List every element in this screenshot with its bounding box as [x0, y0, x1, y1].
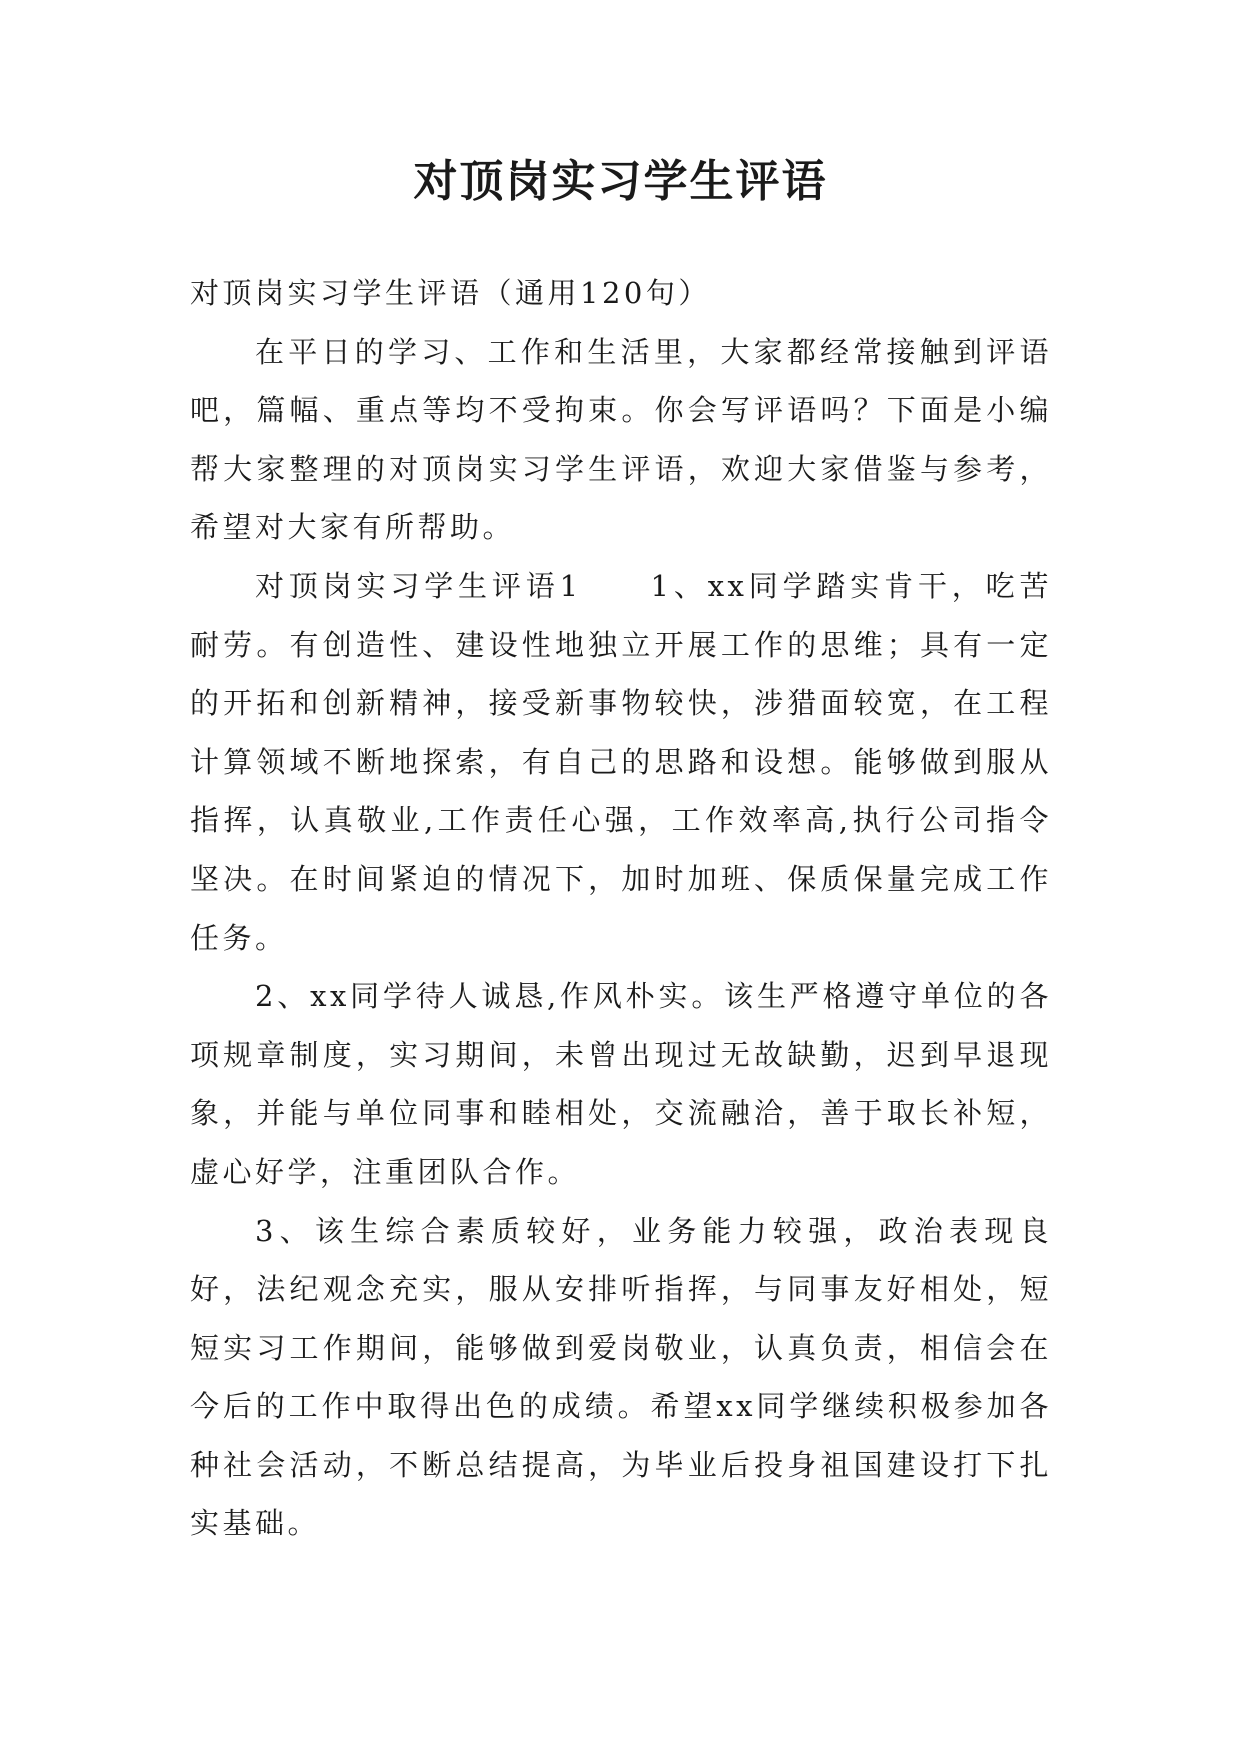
intro-paragraph: 在平日的学习、工作和生活里，大家都经常接触到评语吧，篇幅、重点等均不受拘束。你会写评语吗？下面是小编帮大家整理的对顶岗实习学生评语，欢迎大家借鉴与参考，希望对大家有所帮助。 — [190, 334, 1052, 545]
document-body — [190, 264, 1052, 1553]
comment-paragraph-1: 对顶岗实习学生评语1 1、xx同学踏实肯干，吃苦耐劳。有创造性、建设性地独立开展工作的思维；具有一定的开拓和创新精神，接受新事物较快，涉猎面较宽，在工程计算领域不断地探索，有自己的思路和设想。能够做到服从指挥，认真敬业,工作责任心强，工作效率高,执行公司指令坚决。在时间紧迫的情况下，加时加班、保质保量完成工作任务。 — [190, 568, 1052, 955]
comment-paragraph-3: 3、该生综合素质较好，业务能力较强，政治表现良好，法纪观念充实，服从安排听指挥，与同事友好相处，短短实习工作期间，能够做到爱岗敬业，认真负责，相信会在今后的工作中取得出色的成绩。希望xx同学继续积极参加各种社会活动，不断总结提高，为毕业后投身祖国建设打下扎实基础。 — [190, 1213, 1052, 1541]
document-title: 对顶岗实习学生评语 — [413, 156, 828, 207]
comment-paragraph-2: 2、xx同学待人诚恳,作风朴实。该生严格遵守单位的各项规章制度，实习期间，未曾出现过无故缺勤，迟到早退现象，并能与单位同事和睦相处，交流融洽，善于取长补短，虚心好学，注重团队合作。 — [190, 979, 1052, 1189]
subtitle-paragraph: 对顶岗实习学生评语（通用120句） — [190, 276, 711, 310]
